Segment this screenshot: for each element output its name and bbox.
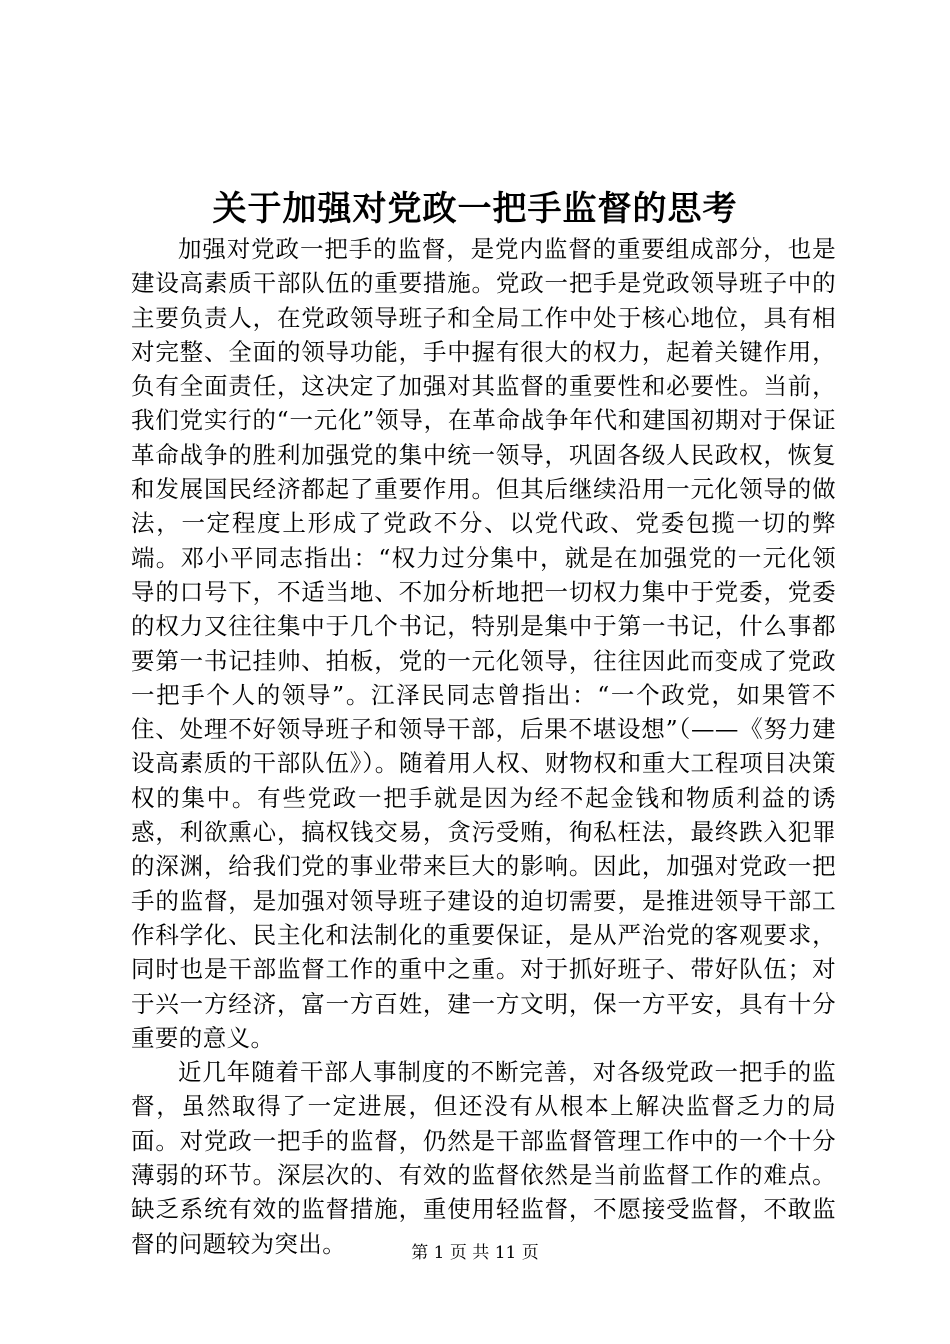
paragraph-2: 近几年随着干部人事制度的不断完善，对各级党政一把手的监督，虽然取得了一定进展，但还没有从根本上解决监督乏力的局面。对党政一把手的监督，仍然是干部监督管理工作中的一个十分薄弱的环节。深层次的、有效的监督依然是当前监督工作的难点。缺乏系统有效的监督措施，重使用轻监督，不愿接受监督，不敢监督的问题较为突出。 — [131, 1058, 836, 1258]
page-number-footer: 第 1 页 共 11 页 — [411, 1243, 539, 1263]
paragraph-1: 加强对党政一把手的监督，是党内监督的重要组成部分，也是建设高素质干部队伍的重要措施。党政一把手是党政领导班子中的主要负责人，在党政领导班子和全局工作中处于核心地位，具有相对完整、全面的领导功能，手中握有很大的权力，起着关键作用，负有全面责任，这决定了加强对其监督的重要性和必要性。当前，我们党实行的“一元化”领导，在革命战争年代和建国初期对于保证革命战争的胜利加强党的集中统一领导，巩固各级人民政权，恢复和发展国民经济都起了重要作用。但其后继续沿用一元化领导的做法，一定程度上形成了党政不分、以党代政、党委包揽一切的弊端。邓小平同志指出：“权力过分集中，就是在加强党的一元化领导的口号下，不适当地、不加分析地把一切权力集中于党委，党委的权力又往往集中于几个书记，特别是集中于第一书记，什么事都要第一书记挂帅、拍板，党的一元化领导，往往因此而变成了党政一把手个人的领导”。江泽民同志曾指出：“一个政党，如果管不住、处理不好领导班子和领导干部，后果不堪设想”（——《努力建设高素质的干部队伍》）。随着用人权、财物权和重大工程项目决策权的集中。有些党政一把手就是因为经不起金钱和物质利益的诱惑，利欲熏心，搞权钱交易，贪污受贿，徇私枉法，最终跌入犯罪的深渊，给我们党的事业带来巨大的影响。因此，加强对党政一把手的监督，是加强对领导班子建设的迫切需要，是推进领导干部工作科学化、民主化和法制化的重要保证，是从严治党的客观要求，同时也是干部监督工作的重中之重。对于抓好班子、带好队伍；对于兴一方经济，富一方百姓，建一方文明，保一方平安，具有十分重要的意义。 — [131, 235, 836, 1052]
document-title: 关于加强对党政一把手监督的思考 — [212, 189, 738, 229]
document-body — [131, 232, 836, 1261]
